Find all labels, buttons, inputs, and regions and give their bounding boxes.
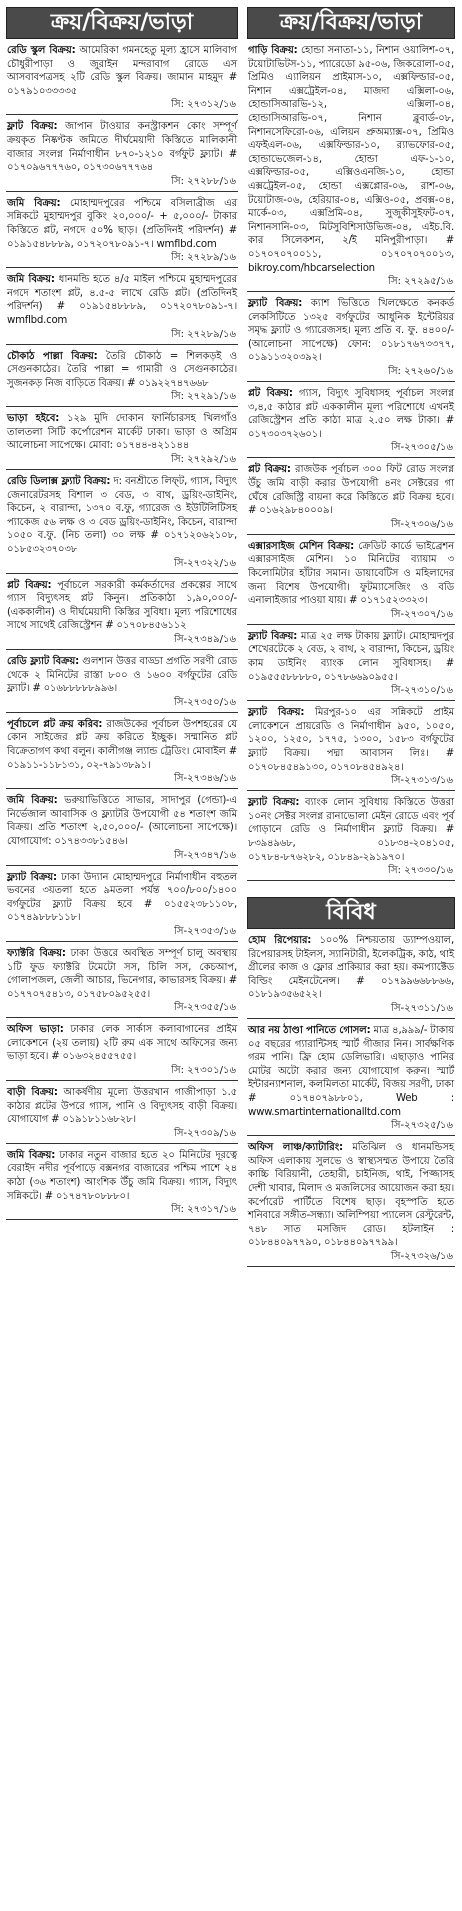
- ad-title: এক্সারসাইজ মেশিন বিক্রয়:: [248, 540, 354, 552]
- ad-body: ঢাকা উদ্যান মোহাম্মদপুরে নির্মাণাধীন বহুতল ভবনের ৩য়তলা হতে ৯মতলা পর্যন্ত ৭০০/৮০০/১৪০০ বর্গফুটের ফ্ল্যাট বিক্রয় হবে # ০১৫৫২৩৮১১০৮, ০১৭৪৯৮৮৮১১৮।: [7, 871, 237, 924]
- ad-body: মাত্র ২৫ লক্ষ টাকায় ফ্ল্যাট। মোহাম্মদপুর শেখেরটেকে ২ বেড, ২ বাথ, ২ বারান্দা, কিচেন, ড্রয়িং কাম ডাইনিং ব্যাংক লোন সুবিধাসহ। # ০১৯৫৫৫৮৮৮৮০, ০১৭৮৬৬৯০৯৫৫।: [248, 630, 455, 683]
- ad-text: [247, 625, 455, 684]
- ad-code: সি-২৭৩৪৯/১৬: [174, 634, 236, 645]
- ad-code: সি: ২৭৩০১/১৬: [171, 1065, 236, 1077]
- ad-code: সি-২৭৩১১/১৬: [391, 1003, 453, 1015]
- classified-ad: [6, 192, 238, 268]
- ad-text: [247, 458, 455, 517]
- left-column: [6, 7, 238, 1220]
- ad-code: সি-২৭৩২৬/১৬: [391, 1250, 453, 1262]
- ad-body: আমেরিকা গমনহেতু মূল্য হ্রাসে মালিবাগ চৌধুরীপাড়া ও জুরাইন মন্দরাবাগ রোডে এস আসবাবপত্রসহ ২টি রেডি স্কুল বিক্রয়। জামান মাহমুদ # ০১৭৯১০৩৩৩৩৫: [7, 45, 237, 97]
- ad-text: [247, 701, 455, 774]
- ad-code: সি: ২৭৩১২/১৬: [171, 99, 236, 111]
- ad-title: পূর্বাচলে প্লট ক্রয় করিব:: [7, 718, 103, 730]
- ad-title: ফ্ল্যাট বিক্রয়:: [248, 797, 300, 809]
- ad-text: [6, 650, 238, 696]
- ad-code: সি: ২৭২৬০/১৬: [388, 366, 453, 378]
- classified-ad: [247, 382, 455, 458]
- ad-title: ফ্ল্যাট বিক্রয়:: [7, 871, 57, 883]
- ad-code: সি-২৭৩০৯/১৬: [174, 1127, 236, 1139]
- section-header-buy-sell-rent-right: ক্রয়/বিক্রয়/ভাড়া: [247, 7, 455, 39]
- ad-title: ফ্ল্যাট বিক্রয়:: [248, 707, 305, 719]
- classified-ad: [6, 1081, 238, 1144]
- right-ads-list: [247, 39, 455, 881]
- ad-body: ঢাকা উত্তরে অবস্থিত সম্পূর্ণ চালু অবস্থায় ১টি ফুড ফ্যাক্টরি টমেটো সস, চিলি সস, কেচআপ, গোলাপজল, জেলী আচার, ভিনেগার, কাভারসহ বিক্রয়। # ০১৭৭০৭৫৪১৩, ০১৭৫৮০৯৫২৫৫।: [7, 947, 237, 1000]
- ad-title: ফ্যাক্টরি বিক্রয়:: [7, 947, 66, 959]
- classified-ad: [6, 574, 238, 650]
- ad-code: সি-২৭৩৫৫/১৬: [174, 1002, 236, 1014]
- ad-text: [247, 929, 455, 1002]
- ad-title: জমি বিক্রয়:: [7, 197, 61, 209]
- classified-ad: [247, 292, 455, 382]
- ad-title: বাড়ী বিক্রয়:: [7, 1087, 58, 1099]
- ad-text: [247, 791, 455, 864]
- ad-code: সি-২৭৩৫৩/১৬: [174, 925, 236, 937]
- ad-code: সি: ২৭২৮৯/১৬: [171, 328, 236, 340]
- ad-code: সি-২৭৩০৫/১৬: [391, 442, 453, 454]
- classified-ad: [6, 942, 238, 1018]
- ad-code: সি: ২৭২৯২/১৬: [171, 454, 236, 466]
- ad-text: [247, 1136, 455, 1250]
- ad-title: ভাড়া হইবে:: [7, 413, 60, 425]
- ad-body: মিরপুর-১০ এর সন্নিকটে প্রাইম লোকেশনে প্রায়রেডি ও নির্মাণাধীন ৯৫০, ১০৫০, ১২০০, ১২৫০, ১৭৭৫, ১৩০০, ১৫৮৩ বর্গফুটের ফ্ল্যাট বিক্রয়। পদ্মা আবাসন লিঃ। # ০১৭০৮৪৫৪৯১৩০, ০১৭০৮৪৫৪৯২৪।: [248, 707, 454, 773]
- ad-title: জমি বিক্রয়:: [7, 1149, 56, 1161]
- classified-ad: [6, 470, 238, 574]
- classified-ad: [6, 1144, 238, 1220]
- ad-code: সি-২৭৩০৬/১৬: [391, 518, 453, 530]
- ad-body: ধানমন্ডি হতে ৪/৫ মাইল পশ্চিমে মুহাম্মদপুরের নগদে শতাংশ প্লট, ৪.৫-৫ লাখে রেডি প্লট। (প্রতিদিনই পরিদর্শন) # ০১৯১৫৪৮৮৮৯, ০১৭২০৭৮০৯১-৭। wmflbd.com: [7, 274, 237, 326]
- ad-text: [6, 866, 238, 925]
- ad-text: [6, 713, 238, 772]
- ad-text: [6, 1081, 238, 1127]
- ad-text: [6, 268, 238, 327]
- ad-title: অফিস লাঞ্চ/ক্যাটারিং:: [248, 1142, 343, 1154]
- ad-body: ১০০% নিশ্চয়তায় ড্যাম্পওয়াল, রিপেয়ারসহ টাইলস, স্যানিটারী, ইলেকট্রিক, কাঠ, থাই গ্রীলের কাজ ও ফ্লোর প্রাকিয়ার করা হয়। কমপ্যাক্টেড বিল্ডিং মেইনটেনেন্স। # ০১৭৯৯৬৬৮৮৬৬, ০১৮১৯৩৫৬৫২২।: [248, 935, 454, 1001]
- ad-title: জমি বিক্রয়:: [7, 795, 58, 807]
- classified-ad: [6, 345, 238, 408]
- classified-ad: [247, 791, 455, 881]
- ad-body: গ্যাস, বিদ্যুৎ সুবিধাসহ পূর্বাচল সংলগ্ন ৩,৪,৫ কাঠার প্লট এককালীন মূল্য পরিশোধে এখনই রেজিস্ট্রেশন প্রতি কাঠা মাত্র ২.৫০ লক্ষ টাকা। # ০১৭৩০৩৭২৬০১।: [248, 388, 454, 440]
- ad-text: [6, 345, 238, 391]
- ad-code: সি: ২৭২৮৮/১৬: [171, 175, 236, 187]
- classified-ad: [6, 789, 238, 865]
- classified-ad: [247, 701, 455, 791]
- misc-ads-list: [247, 929, 455, 1267]
- classified-ad: [247, 1136, 455, 1267]
- ad-code: সি: ২৭২৯১/১৬: [171, 391, 236, 403]
- classified-ad: [6, 866, 238, 942]
- ad-title: প্লট বিক্রয়:: [7, 579, 52, 591]
- ad-body: ক্রেডিট কার্ডে ভাইব্রেশন এক্সারসাইজ মেশিন। ১০ মিনিটের ব্যায়াম ৩ কিলোমিটার হাঁটার সমান। ডায়াবেটিস ও মহিলাদের জন্য বিশেষ উপযোগী। ফুটম্যাসেজিং ও বডি এনালাইজার পাওয়া যায়। # ০১৭১৫২৩৩২৩।: [248, 540, 455, 607]
- ad-text: [6, 574, 238, 633]
- ad-text: [6, 470, 238, 557]
- ad-title: রেডি স্কুল বিক্রয়:: [7, 45, 76, 56]
- ad-title: রেডি ফ্ল্যাট বিক্রয়:: [7, 656, 79, 667]
- classified-ad: [247, 929, 455, 1019]
- classified-ad: [247, 39, 455, 292]
- classified-ad: [6, 713, 238, 789]
- ad-text: [6, 115, 238, 174]
- ad-body: পূর্বাচলে সরকারী কর্মকর্তাদের প্রকল্পের সাথে গ্যাস বিদ্যুৎসহ প্লট কিনুন। প্রতিকাঠা ১,৯০,০০০/- (এককালীন) ও দীর্ঘমেয়াদী কিস্তির সুবিধা। মূল্য পরিশোধের সাথে সাথেই রেজিস্ট্রেশন # ০১৭০৮৪৫৬১১২: [7, 579, 237, 632]
- ad-body: তৈরি চৌকাঠ = শিলকড়ই ও সেগুনকাঠের। তৈরি পাল্লা = গামারী ও সেগুনকাঠের। সুজনকড় নিজ বাড়িতে বিক্রয়। # ০১৯২২৭৪৭৬৬৮: [7, 350, 237, 389]
- classified-ad: [6, 407, 238, 470]
- ad-code: সি-২৭৩১৩/১৬: [391, 775, 453, 787]
- ad-body: আকর্ষণীয় মূল্যে উত্তরখান গাজীপাড়া ১.৫ কাঠার প্লটের উপরে গ্যাস, পানি ও বিদ্যুৎসহ বাড়ী বিক্রয়। যোগাযোগ # ০১৯১৮১১৬৮২৮।: [7, 1087, 237, 1126]
- section-header-misc: বিবিধ: [247, 897, 455, 929]
- ad-body: ব্যাংক লোন সুবিধায় কিস্তিতে উত্তরা ১০নং সেক্টর সংলগ্ন রানাভোলা মেইন রোডে এবং পূর্ব গোড়ানে রেডি ও নির্মাণাধীন ফ্ল্যাট বিক্রয়। # ৮৩৯৪৯৬৮, ০১৮৩৪-২০৪১০৫, ০১৭৮৪-৮৭৬২৮২, ০১৮৪৯-২৯১৯৭০।: [248, 797, 454, 863]
- ad-code: সি-২৭৩৪৬/১৬: [174, 773, 236, 785]
- ad-title: ফ্ল্যাট বিক্রয়:: [248, 298, 303, 310]
- ad-body: গুলশান উত্তর বাড্ডা প্রগতি সরণী রোড থেকে ২ মিনিটের রাস্তা ৮০০ ও ১৬০০ বর্গফুটের রেডি ফ্ল্যাট। # ০১৬৮৮৮৮৮৯৯৬।: [7, 656, 237, 695]
- ad-title: জমি বিক্রয়:: [7, 274, 55, 286]
- ad-body: জাপান টাওয়ার কনস্ট্রাকশন কোং সম্পূর্ণ ক্রয়কৃত নিষ্কণ্টক জমিতে দীর্ঘমেয়াদী কিস্তিতে মালিকানী বাজার সংলগ্ন নির্মাণাধীন ৮৭০-১২১০ বর্গফুট ফ্ল্যাট। # ০১৭০৯৬৭৭৭৬০, ০১৭৩০৬৭৭৭৬৪: [7, 121, 237, 174]
- classified-ad: [6, 1018, 238, 1081]
- ad-body: হোন্ডা সনাতা-১১, নিশান ওয়ালিশ-০৭, টয়োটাভিটস-১১, প্যারেডো ৯৫-০৬, জিকরোলা-০৫, প্রিমিও এ্যালিয়ন প্রাইমাস-১০, এক্সফিল্ডার-০৫, নিশান এক্সট্রেইল-০৪, মাজদা এক্সিলা-০৬, হোন্ডাসিআরভি-১২, এক্সিলা-০৪, হোন্ডাসিআরভি-০৭, নিশান ব্লুবার্ড-০৮, নিশানসেফিরো-০৬, এলিয়ন প্রুঅম্যাক্স-০৭, প্রিমিও এফইএল-০৬, এক্সফিল্ডার-১০, র‍্যাভফোর-০৫, হোন্ডাভেজেল-১৪, হোন্ডা এফ-১-১০, এক্সফিল্ডার-০৫, এক্সিওএনজি-১০, হোন্ডা এক্সট্রেইল-০৫, হোন্ডা এক্সপ্লোর-০৬, রাশ-০৬, টয়োটাজ-০৬, হেরিয়ার-০৪, এক্সিও-০৫, প্রবক্স-০৪, মার্কে-০৩, এক্সপ্রিমি-০৪, সুজুকীসুইফট-০৭, নিশানসানি-০৩, মিটসুবিশিসাউভিজ-০৪, এইচ.বি. কার সিলেকশন, ২/ই মনিপুরীপাড়া। # ০১৭০৭০৭০০১১, ০১৭০৭০৭০০১৩, bikroy.com/hbcarselection: [248, 45, 454, 274]
- ad-text: [247, 1019, 455, 1119]
- classified-ad: [6, 268, 238, 344]
- ad-body: রাজউকের পূর্বাচল উপশহরের যে কোন সাইজের প্লট ক্রয় করিতে ইচ্ছুক। সম্মানিত প্লট বিক্রেতাগণ কথা বলুন। কালীগঞ্জ ল্যান্ড ট্রেডিং। মোবাইল # ০১৯১১-১১৮১৩১, ০২-৭৯১৩৮৯১।: [7, 718, 237, 771]
- ad-body: মোহাম্মদপুরের পশ্চিমে বসিলাব্রীজ এর সন্নিকটে মুহাম্মদপুর বুকিং ২০,০০০/- + ৫,০০০/- টাকার কিস্তিতে প্লট, নগদে ৫০% ছাড়। (প্রতিদিনই পরিদর্শন) # ০১৯১৫৪৮৮৮৯, ০১৭২০৭৮০৯১-৭। wmflbd.com: [7, 197, 237, 250]
- right-column: [247, 7, 455, 1267]
- ad-body: ভরুয়াভিত্তিতে সাভার, সাদাপুর (গেন্ডা)-এ নির্ভেজাল আবাসিক ও ফ্ল্যাটরি উপযোগী ৫৪ শতাংশ জমি বিক্রয়। প্রতি শতাংশ ২,৫০,০০০/- (আলোচনা সাপেক্ষে)। যোগাযোগ: ০১৭৪৩৩৮১৫৪৬।: [7, 795, 237, 847]
- ad-code: সি: ২৭২৮৯/১৬: [171, 252, 236, 264]
- ad-body: ১২৯ মুদি দোকান ফার্নিচারসহ খিলগাঁও তালতলা সিটি কর্পোরেশন মার্কেট ঢাকা। ভাড়া ও অগ্রিম আলোচনা সাপেক্ষে। মোবা: ০১৭৪৪-৪২১১৪৪: [7, 413, 237, 452]
- classified-ad: [247, 1019, 455, 1136]
- ad-title: চৌকাঠ পাল্লা বিক্রয়:: [7, 350, 98, 362]
- ad-code: সি-২৭৩২৫/১৬: [391, 1120, 453, 1132]
- ad-body: দ: বনশ্রীতে লিফ্‌ট, গ্যাস, বিদ্যুৎ জেনারেটরসহ বিশাল ৩ বেড, ৩ বাথ, ড্রয়িং-ডাইনিং, কিচেন, ২ বারান্দা, ১৩৭০ ব.ফু, গ্যারেজ ও ইউটিলিটিসহ প্যাকেজ ৫৬ লক্ষ ও ৩ বেড ড্রয়িং-ডাইনিং, কিচেন, বারান্দা ১০৫০ ব.ফু. (নিচ তলা) ৩০ লক্ষ # ০১৭১২০৬২১০৮, ০১৮৫৩২৩৭০৩৮: [7, 476, 237, 556]
- left-ads-list: [6, 39, 238, 1220]
- ad-text: [247, 535, 455, 608]
- classified-ad: [6, 39, 238, 115]
- ad-title: হোম রিপেয়ার:: [248, 935, 312, 947]
- ad-title: প্লট বিক্রয়:: [248, 388, 293, 400]
- ad-title: প্লট বিক্রয়:: [248, 464, 291, 476]
- classified-ad: [247, 458, 455, 534]
- ad-text: [6, 942, 238, 1001]
- ad-title: গাড়ি বিক্রয়:: [248, 45, 298, 56]
- ad-text: [247, 292, 455, 365]
- ad-text: [6, 39, 238, 98]
- classified-ad: [6, 115, 238, 191]
- ad-code: সি: ২৭২৯৫/১৬: [388, 276, 453, 288]
- ad-code: সি-২৭৩০৭/১৬: [391, 608, 453, 620]
- ad-body: মতিঝিল ও ধানমন্ডিসহ অফিস এলাকায় সুলভে ও স্বাস্থ্যসম্মত উপায়ে তৈরি কাচ্চি বিরিয়ানী, তেহারী, চাইনিজ, থাই, পিজ্জাসহ দেশী খাবার, মিলাদ ও মজলিসের আয়োজন করা হয়। কর্পোরেট পার্টিতে বিশেষ ছাড়। বৃহস্পতি হতে শনিবারে সঙ্গীত-সন্ধ্যা। অলিম্পিয়া প্যালেস রেস্টুরেন্ট, ৭৪৮ সাত মসজিদ রোড। হটলাইন : ০১৮৪৪০৯৭৭৯০, ০১৮৪৪০৯৭৭৯৯।: [248, 1142, 454, 1249]
- ad-text: [6, 192, 238, 251]
- classified-ad: [247, 535, 455, 625]
- ad-body: ঢাকার নতুন বাজার হতে ২০ মিনিটের দূরত্বে বেরাইদ নদীর পূর্বপাড়ে বক্সনগর বাজারের পশ্চিম পাশে ২৪ কাঠা (৩৬ শতাংশ) আংশিক উঁচু জমি বিক্রয়। গ্যাস, বিদ্যুৎ সন্নিকটে। # ০১৭৪৭৮০৮৮৮০।: [7, 1149, 237, 1202]
- ad-code: সি-২৭৩২২/১৬: [174, 557, 236, 569]
- ad-body: মাত্র ৪,৯৯৯/- টাকায় ০৫ বছরের গ্যারান্টিসহ স্মার্ট গীজার নিন। সার্বক্ষণিক গরম পানি। ফ্রি হোম ডেলিভারি। এছাড়াও পানির মোটর অটো করার জন্য যোগাযোগ করুন। স্মার্ট ইন্টারন্যাশনাল, কলমিলতা মার্কেট, বিজয় সরণী, ঢাকা # ০১৭৪০৭৯৮৮০১, Web : www.smartinternationalltd.com: [248, 1025, 454, 1118]
- ad-body: ঢাকার লেক সার্কাস কলাবাগানের প্রাইম লোকেশনে (২য় তলায়) ২টি রুম এক সাথে অফিসের জন্য ভাড়া হবে। # ০১৬৩২৪৫৫৭৫৫।: [7, 1024, 237, 1063]
- ad-body: ক্যাশ ভিত্তিতে খিলক্ষেতে কনকর্ড লেকসিটিতে ১৩২৫ বর্গফুটের আধুনিক ইন্টেরিয়র সমৃদ্ধ ফ্ল্যাট ও গ্যারেজসহ। মূল্য প্রতি ব. ফু. ৪৪০০/- (আলোচনা সাপেক্ষে) ফোন: ০১৮১৭৬৭৩৩৭৭, ০১৯১১৩২০৩৯২।: [248, 298, 454, 364]
- ad-code: সি: ২৭৩৩০/১৬: [388, 865, 453, 877]
- ad-text: [6, 789, 238, 848]
- ad-code: সি-২৭৩১০/১৬: [391, 685, 453, 697]
- ad-title: রেডি ডিলাক্স ফ্ল্যাট বিক্রয়:: [7, 476, 111, 488]
- ad-title: ফ্ল্যাট বিক্রয়:: [248, 630, 298, 642]
- ad-title: আর নয় ঠাণ্ডা পানিতে গোসল:: [248, 1025, 371, 1037]
- classified-ad: [6, 650, 238, 713]
- ad-text: [247, 382, 455, 441]
- ad-code: সি-২৭৩৫০/১৬: [174, 696, 236, 708]
- ad-text: [6, 1144, 238, 1203]
- ad-body: রাজউক পূর্বাচল ৩০০ ফিট রোড সংলগ্ন উঁচু জমি বাড়ী করার উপযোগী ৪নং সেক্টরের গা ঘেঁষে রেজিস্ট্রি বায়না করে কিস্তিতে প্লট বিক্রয় হবে। # ০১৬২৯৮৪০০০৯।: [248, 464, 454, 517]
- ad-code: সি: ২৭৩১৭/১৬: [171, 1204, 236, 1216]
- section-header-buy-sell-rent: ক্রয়/বিক্রয়/ভাড়া: [6, 7, 238, 39]
- ad-title: অফিস ভাড়া:: [7, 1024, 64, 1036]
- ad-text: [6, 407, 238, 453]
- ad-title: ফ্লাট বিক্রয়:: [7, 121, 58, 133]
- classified-ad: [247, 625, 455, 701]
- ad-code: সি-২৭৩৪৭/১৬: [174, 849, 236, 861]
- ad-text: [247, 39, 455, 275]
- ad-text: [6, 1018, 238, 1064]
